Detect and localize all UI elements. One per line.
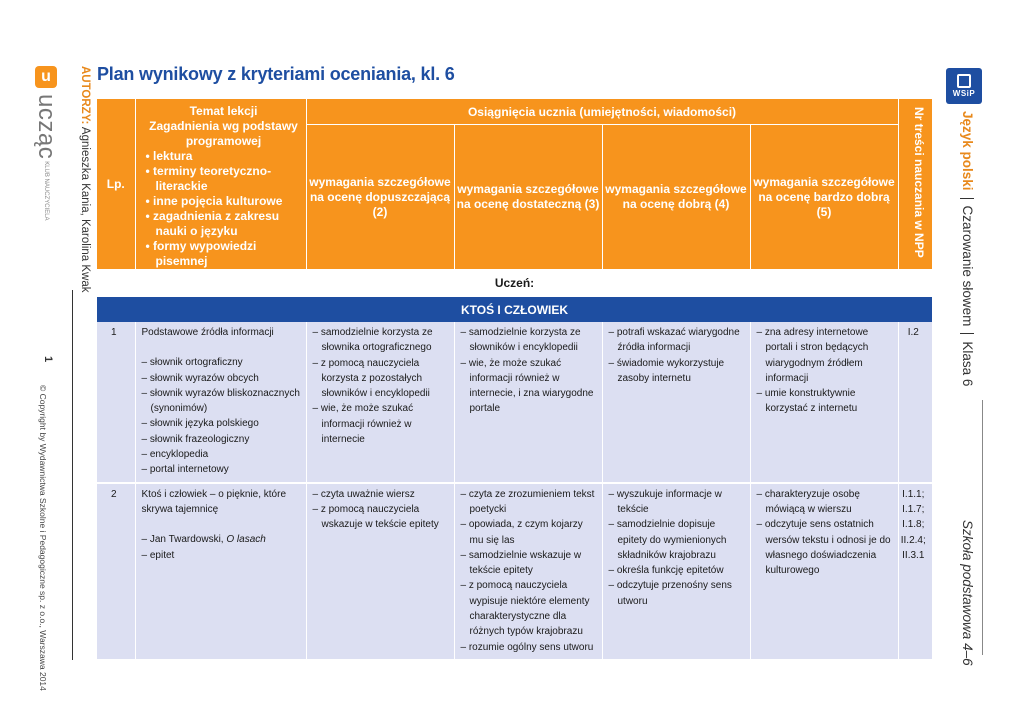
uczen-label: Uczeń:: [494, 276, 535, 290]
header-topic-bullet: • lektura: [146, 149, 302, 164]
row-topic-items: [142, 532, 302, 563]
list-item: – rozumie ogólny sens utworu: [461, 640, 598, 655]
series-name: Czarowanie słowem: [960, 205, 975, 327]
header-lp: Lp.: [97, 99, 135, 269]
page-number: 1: [42, 356, 54, 363]
row-npp: I.2: [898, 322, 932, 482]
header-req-bardzo-dobra: wymagania szczegółowe na ocenę bardzo dobrą (5): [750, 125, 898, 269]
header-topic-subtitle: Zagadnienia wg podstawy programowej: [149, 119, 298, 148]
list-item: – czyta ze zrozumieniem tekst poetycki: [461, 487, 598, 518]
header-topic: [135, 99, 306, 269]
series-separator: [960, 333, 974, 334]
list-item: – opowiada, z czym kojarzy mu się las: [461, 517, 598, 548]
list-item: – epitet: [142, 548, 302, 563]
list-item: – portal internetowy: [142, 462, 302, 477]
list-item: – słownik języka polskiego: [142, 416, 302, 431]
subject-separator: [960, 198, 974, 199]
table-row: [97, 322, 932, 482]
row-req-dopuszczajaca: [306, 484, 454, 659]
wsip-logo: [946, 68, 982, 104]
header-topic-bullets: [146, 149, 302, 269]
list-item: – słownik ortograficzny: [142, 355, 302, 370]
authors: [79, 66, 91, 293]
row-topic: [135, 322, 306, 482]
lecture-author: Jan Twardowski,: [149, 534, 227, 546]
list-item: – zna adresy internetowe portali i stron będących wiarygodnym źródłem informacji: [757, 325, 894, 386]
subject-info: [960, 111, 975, 386]
ucze-logo-tagline: KLUB NAUCZYCIELA: [43, 161, 49, 221]
list-item: – encyklopedia: [142, 447, 302, 462]
header-topic-title: Temat lekcji: [189, 104, 258, 118]
header-achievements: Osiągnięcia ucznia (umiejętności, wiadomości): [306, 99, 898, 125]
list-item: – słownik wyrazów obcych: [142, 371, 302, 386]
header-topic-bullet: • zagadnienia z zakresu nauki o języku: [146, 209, 302, 239]
header-npp-label: Nr treści nauczania w NPP: [911, 107, 926, 258]
list-item: – słownik wyrazów bliskoznacznych (synonimów): [142, 386, 302, 417]
authors-names: Agnieszka Kania, Karolina Kwak: [79, 126, 91, 293]
ucze-logo-mark-icon: u: [35, 66, 57, 88]
wsip-logo-text: WSiP: [952, 89, 976, 98]
authors-label: AUTORZY:: [79, 66, 91, 125]
row-npp: [898, 484, 932, 659]
row-req-dostateczna: [454, 322, 602, 482]
section-title: KTOŚ I CZŁOWIEK: [97, 297, 932, 322]
left-divider: [72, 290, 73, 660]
list-item: – z pomocą nauczyciela wypisuje niektóre elementy charakterystyczne dla różnych typów krajobrazu: [461, 578, 598, 639]
row-topic-title: Ktoś i człowiek – o pięknie, które skrywa tajemnicę: [141, 488, 287, 515]
row-req-dopuszczajaca: [306, 322, 454, 482]
row-topic-title: Podstawowe źródła informacji: [141, 327, 274, 338]
list-item: – z pomocą nauczyciela korzysta z pozostałych słowników i encyklopedii: [313, 356, 450, 402]
header-req-dobra: wymagania szczegółowe na ocenę dobrą (4): [602, 125, 750, 269]
ucze-logo: [32, 66, 60, 221]
row-topic-items: [142, 355, 302, 477]
npp-code: II.3.1: [902, 549, 925, 561]
list-item: – charakteryzuje osobę mówiącą w wierszu: [757, 487, 894, 518]
row-req-bardzo-dobra: [750, 322, 898, 482]
row-req-dobra: [602, 322, 750, 482]
subject-name: Język polski: [960, 111, 975, 191]
copyright: © Copyright by Wydawnictwa Szkolne i Pedagogiczne sp. z o.o., Warszawa 2014: [38, 385, 48, 691]
list-item: – umie konstruktywnie korzystać z internetu: [757, 386, 894, 417]
header-topic-bullet: • inne pojęcia kulturowe: [146, 194, 302, 209]
plan-table: [97, 99, 932, 659]
lecture-title: O lasach: [226, 534, 266, 546]
list-item: – wie, że może szukać informacji również w internecie, i zna wiarygodne portale: [461, 356, 598, 417]
npp-code: I.1.8;: [902, 519, 925, 531]
list-item: – z pomocą nauczyciela wskazuje w tekście epitety: [313, 502, 450, 533]
list-item: – potrafi wskazać wiarygodne źródła informacji: [609, 325, 746, 356]
header-npp: [898, 99, 932, 269]
ucze-logo-word: ucząc: [33, 94, 60, 160]
header-topic-bullet: • terminy teoretyczno-literackie: [146, 164, 302, 194]
list-item: – wie, że może szukać informacji również w internecie: [313, 401, 450, 447]
school-level: Szkoła podstawowa 4–6: [960, 520, 975, 666]
list-item: – słownik frazeologiczny: [142, 432, 302, 447]
list-item: – samodzielnie korzysta ze słowników i encyklopedii: [461, 325, 598, 356]
header-req-dopuszczajaca: wymagania szczegółowe na ocenę dopuszczającą (2): [306, 125, 454, 269]
list-item: – świadomie wykorzystuje zasoby internetu: [609, 356, 746, 387]
list-item: [142, 532, 302, 547]
npp-code: I.1.7;: [902, 503, 925, 515]
row-req-dobra: [602, 484, 750, 659]
list-item: – samodzielnie wskazuje w tekście epitety: [461, 548, 598, 579]
list-item: – odczytuje sens ostatnich wersów tekstu i odnosi je do własnego doświadczenia kulturowego: [757, 517, 894, 578]
grade-label: Klasa 6: [960, 341, 975, 387]
table-row: [97, 484, 932, 659]
npp-code: II.2.4;: [900, 534, 926, 546]
list-item: – samodzielnie dopisuje epitety do wymienionych składników krajobrazu: [609, 517, 746, 563]
header-topic-bullet: • formy wypowiedzi pisemnej: [146, 239, 302, 269]
list-item: – odczytuje przenośny sens utworu: [609, 578, 746, 609]
list-item: – określa funkcję epitetów: [609, 563, 746, 578]
list-item: – wyszukuje informacje w tekście: [609, 487, 746, 518]
wsip-logo-glyph-icon: [957, 74, 971, 88]
list-item: – samodzielnie korzysta ze słownika ortograficznego: [313, 325, 450, 356]
row-lp: 1: [97, 322, 135, 482]
row-topic: [135, 484, 306, 659]
right-divider: [982, 400, 983, 655]
header-req-dostateczna: wymagania szczegółowe na ocenę dostateczną (3): [454, 125, 602, 269]
row-lp: 2: [97, 484, 135, 659]
npp-code: I.1.1;: [902, 488, 925, 500]
list-item: – czyta uważnie wiersz: [313, 487, 450, 502]
row-req-dostateczna: [454, 484, 602, 659]
row-req-bardzo-dobra: [750, 484, 898, 659]
page-title: Plan wynikowy z kryteriami oceniania, kl. 6: [97, 64, 455, 84]
